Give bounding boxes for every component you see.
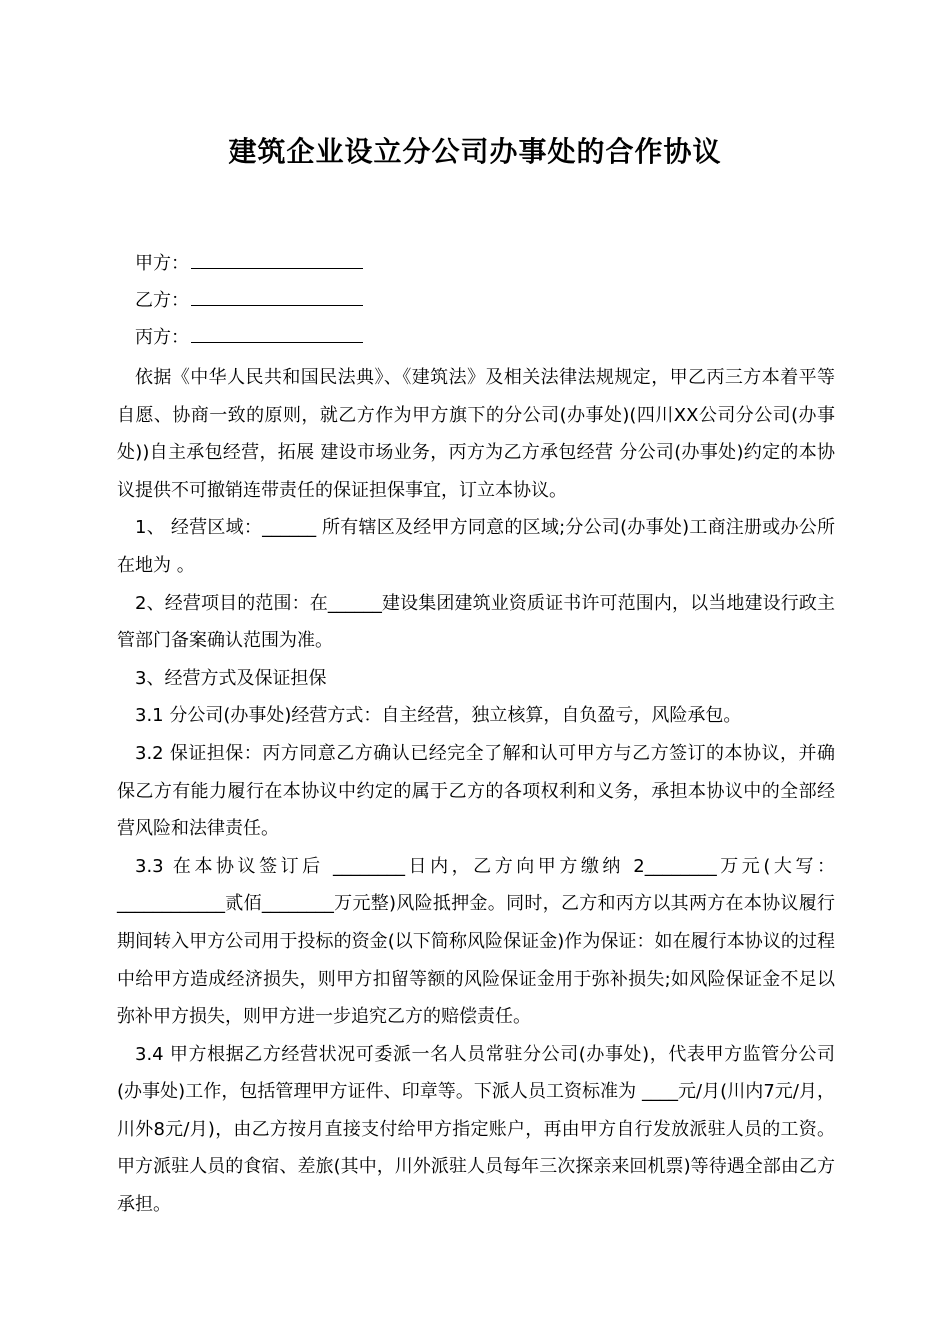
clause-3-heading: 3、经营方式及保证担保 xyxy=(135,667,327,689)
preamble-paragraph: 依据《中华人民共和国民法典》、《建筑法》及相关法律法规规定，甲乙丙三方本着平等自愿、协商一致的原则，就乙方作为甲方旗下的分公司(办事处)(四川XX公司分公司(办事处))自主承包经营，拓展 建设市场业务，丙方为乙方承包经营 分公司(办事处)约定的本协议提供不可撤销连带责任的保证担保事宜，订立本协议。 xyxy=(117,367,835,501)
agreement-body xyxy=(117,359,835,1224)
party-a-line xyxy=(135,250,363,277)
party-a-label: 甲方： xyxy=(135,253,189,274)
party-b-label: 乙方： xyxy=(135,290,189,311)
party-c-blank xyxy=(191,324,363,343)
party-b-blank xyxy=(191,287,363,306)
party-a-blank xyxy=(191,250,363,269)
clause-3-2: 3.2 保证担保：丙方同意乙方确认已经完全了解和认可甲方与乙方签订的本协议，并确保乙方有能力履行在本协议中约定的属于乙方的各项权利和义务，承担本协议中的全部经营风险和法律责任。 xyxy=(117,742,835,840)
party-c-line xyxy=(135,324,363,351)
clause-3-3: 3.3 在本协议签订后 ________日内，乙方向甲方缴纳 2________万元(大写：____________贰佰________万元整)风险抵押金。同时，乙方和丙方以其两方在本协议履行期间转入甲方公司用于投标的资金(以下简称风险保证金)作为保证：如在履行本协议的过程中给甲方造成经济损失，则甲方扣留等额的风险保证金用于弥补损失;如风险保证金不足以弥补甲方损失，则甲方进一步追究乙方的赔偿责任。 xyxy=(117,855,835,1028)
document-title: 建筑企业设立分公司办事处的合作协议 xyxy=(228,135,722,168)
party-b-line xyxy=(135,287,363,314)
clause-1-business-area: 1、 经营区域：______ 所有辖区及经甲方同意的区域;分公司(办事处)工商注册或办公所在地为 。 xyxy=(117,517,835,576)
clause-3-1: 3.1 分公司(办事处)经营方式：自主经营，独立核算，自负盈亏，风险承包。 xyxy=(135,705,742,727)
party-c-label: 丙方： xyxy=(135,327,189,348)
clause-2-business-scope: 2、经营项目的范围：在______建设集团建筑业资质证书许可范围内，以当地建设行政主管部门备案确认范围为准。 xyxy=(117,592,835,652)
clause-3-4: 3.4 甲方根据乙方经营状况可委派一名人员常驻分公司(办事处)，代表甲方监管分公司(办事处)工作，包括管理甲方证件、印章等。下派人员工资标准为 ____元/月(川内7元/月，川外8元/月)，由乙方按月直接支付给甲方指定账户，再由甲方自行发放派驻人员的工资。甲方派驻人员的食宿、差旅(其中，川外派驻人员每年三次探亲来回机票)等待遇全部由乙方承担。 xyxy=(117,1043,835,1216)
